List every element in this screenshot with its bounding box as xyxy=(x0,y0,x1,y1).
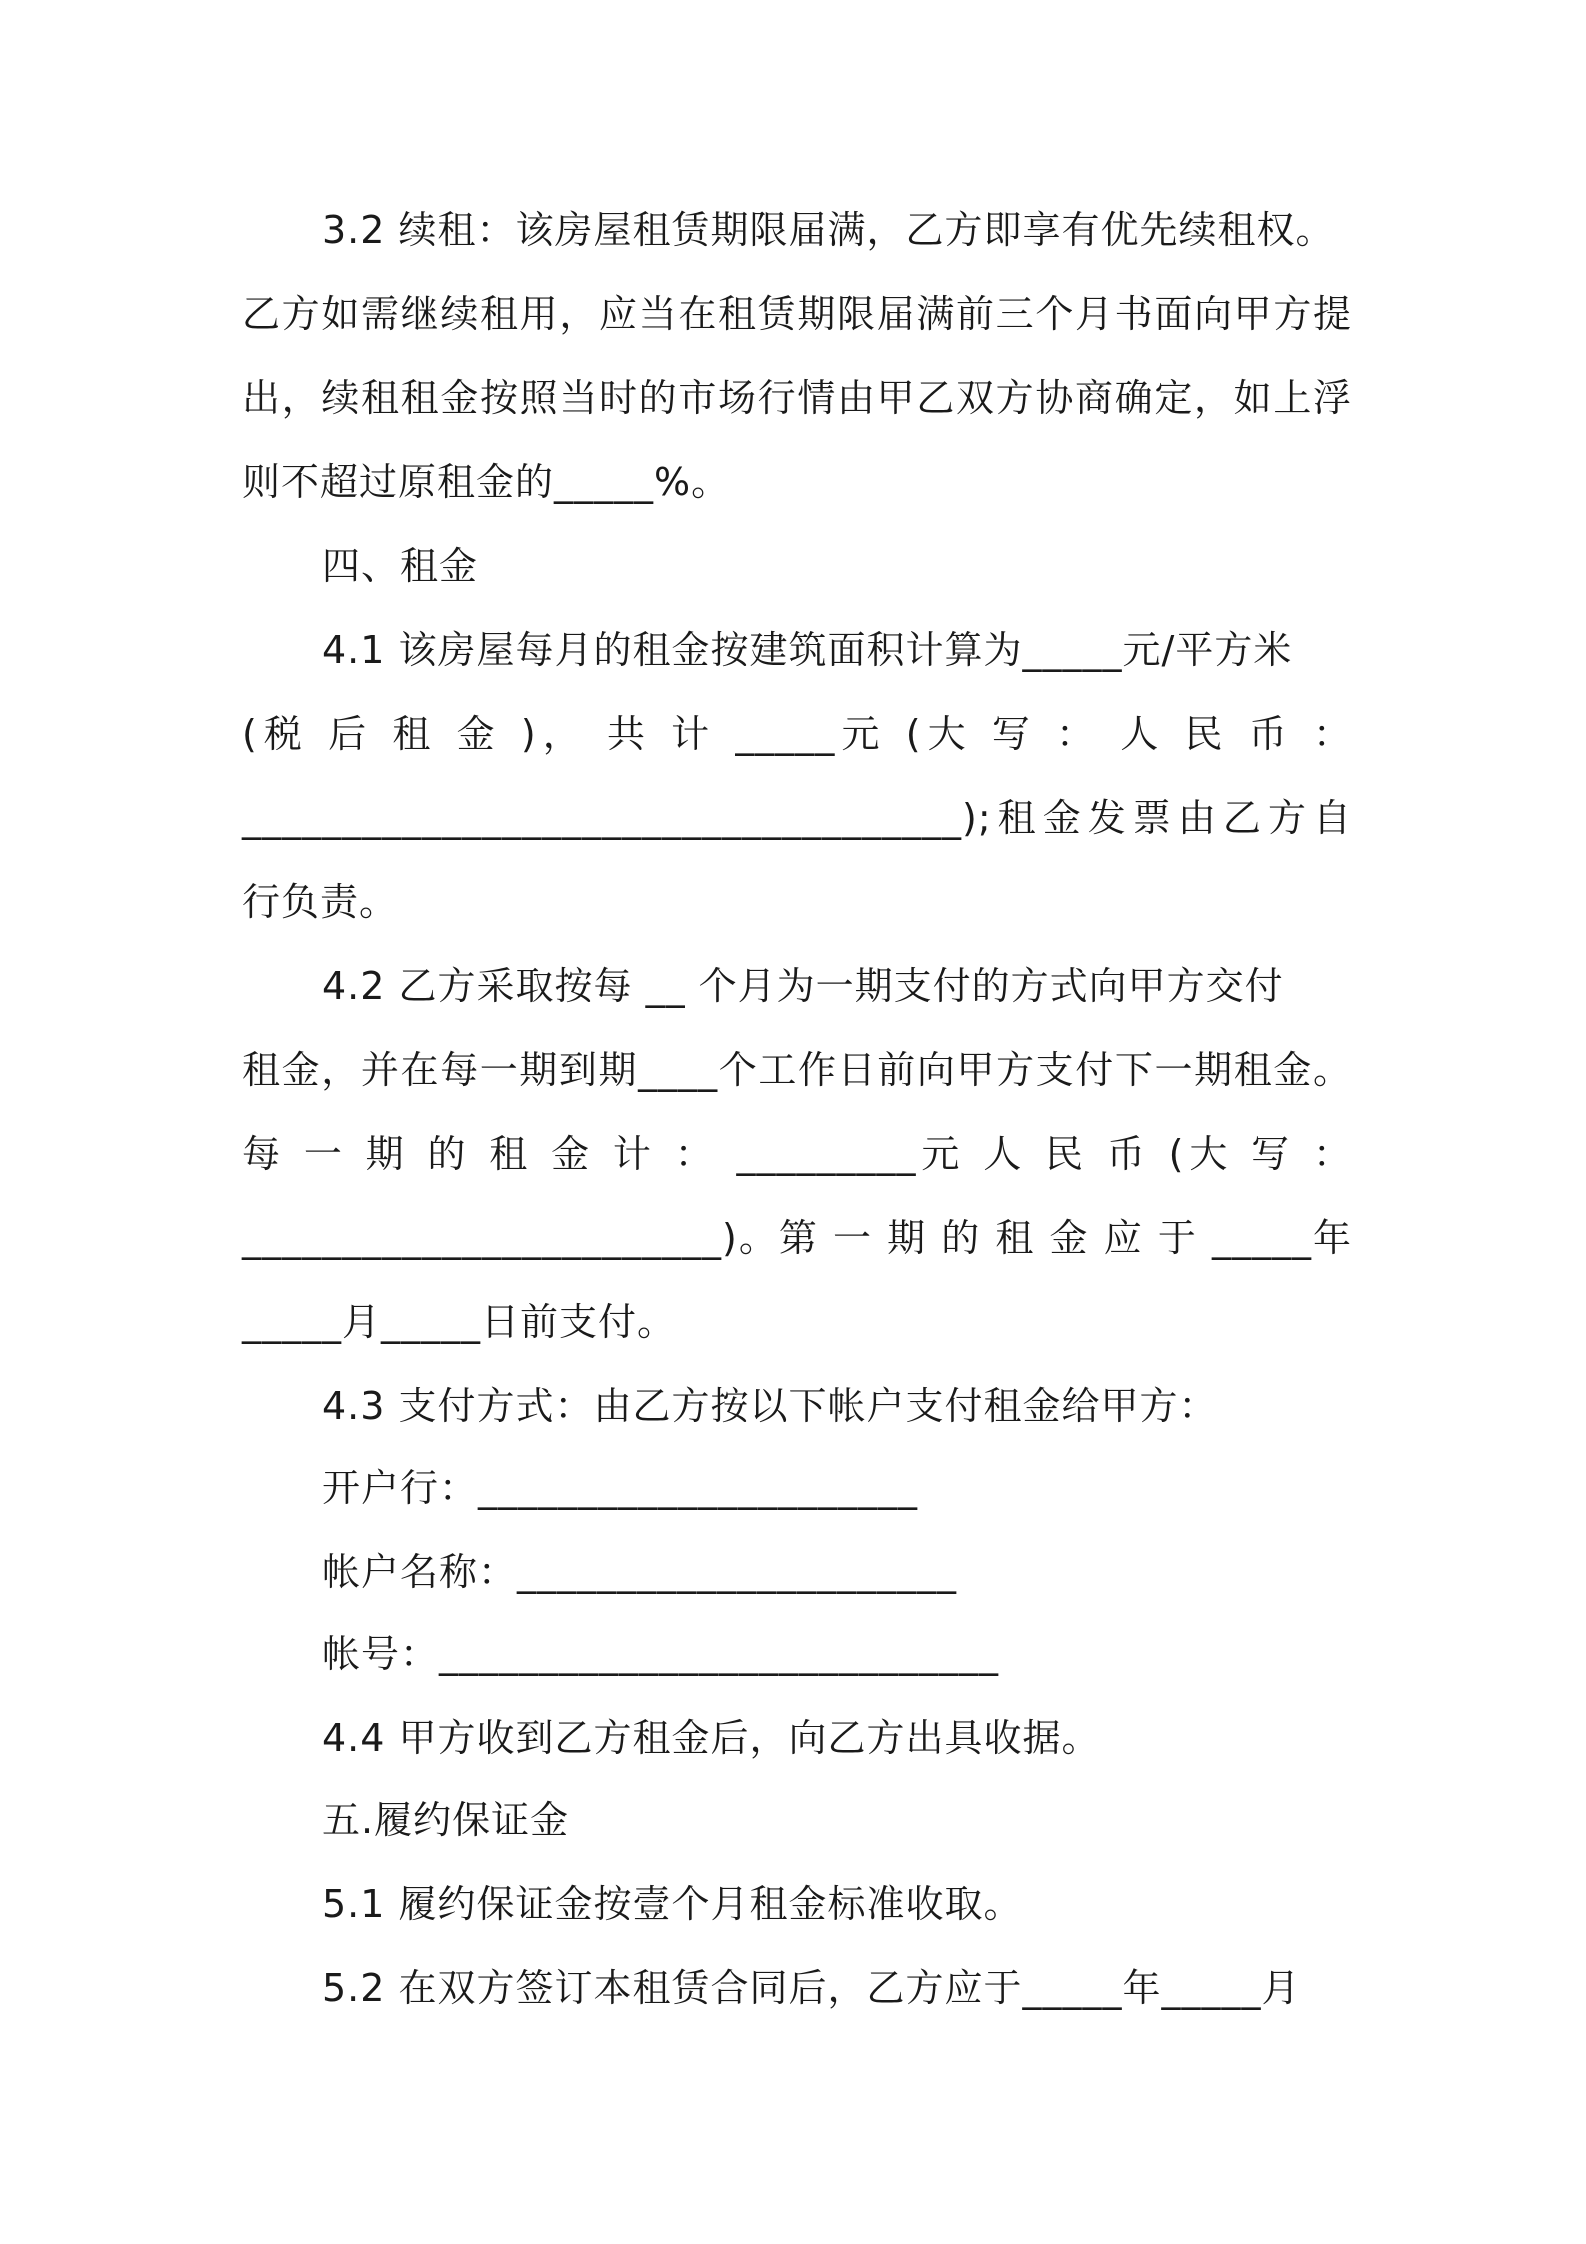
bank-name-field: 开户行：______________________ xyxy=(322,1466,919,1510)
clause-3-2-line-1: 3.2 续租：该房屋租赁期限届满，乙方即享有优先续租权。 xyxy=(322,208,1335,252)
clause-5-1-line: 5.1 履约保证金按壹个月租金标准收取。 xyxy=(322,1882,1023,1926)
clause-4-1-line-1: 4.1 该房屋每月的租金按建筑面积计算为_____元/平方米 xyxy=(322,628,1293,672)
clause-4-2-line-2: 租金，并在每一期到期____个工作日前向甲方支付下一期租金。 xyxy=(242,1048,1352,1092)
account-number-field: 帐号：____________________________ xyxy=(322,1632,1000,1676)
clause-4-1-line-4: 行负责。 xyxy=(242,880,399,924)
clause-3-2-line-4: 则不超过原租金的_____%。 xyxy=(242,460,731,504)
section-5-heading: 五.履约保证金 xyxy=(322,1798,570,1842)
clause-4-3-line: 4.3 支付方式：由乙方按以下帐户支付租金给甲方： xyxy=(322,1384,1218,1428)
clause-4-2-line-4: ________________________)。第 一 期 的 租 金 应 于 _____年 xyxy=(242,1216,1352,1260)
clause-4-4-line: 4.4 甲方收到乙方租金后，向乙方出具收据。 xyxy=(322,1716,1101,1760)
clause-4-2-line-1: 4.2 乙方采取按每 __ 个月为一期支付的方式向甲方交付 xyxy=(322,964,1284,1008)
section-4-heading: 四、租金 xyxy=(322,544,479,588)
clause-4-2-line-5: _____月_____日前支付。 xyxy=(242,1300,677,1344)
clause-4-1-line-3: ____________________________________);租金发票由乙方自 xyxy=(242,796,1352,840)
clause-4-2-line-3: 每 一 期 的 租 金 计 ： _________元 人 民 币 (大 写 ： xyxy=(242,1132,1352,1176)
clause-3-2-line-3: 出，续租租金按照当时的市场行情由甲乙双方协商确定，如上浮 xyxy=(242,376,1352,420)
clause-5-2-line: 5.2 在双方签订本租赁合同后，乙方应于_____年_____月 xyxy=(322,1966,1301,2010)
clause-3-2-line-2: 乙方如需继续租用，应当在租赁期限届满前三个月书面向甲方提 xyxy=(242,292,1352,336)
account-name-field: 帐户名称：______________________ xyxy=(322,1550,958,1594)
clause-4-1-line-2: (税 后 租 金 )， 共 计 _____元 (大 写 ： 人 民 币 ： xyxy=(242,712,1352,756)
